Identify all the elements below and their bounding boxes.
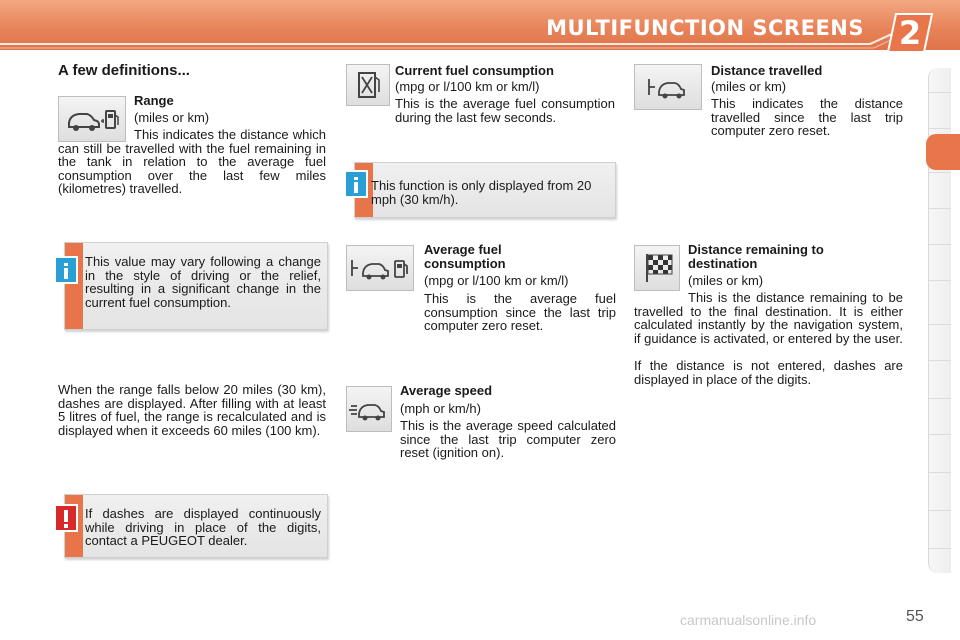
- average-speed-description: This is the average speed calculated since the last trip computer zero reset (ignition on).: [400, 418, 616, 460]
- range-description: This indicates the distance which can still be travelled with the fuel remaining in the tank in relation to the average fuel consumption over the last few miles (kilometres) travelled.: [58, 127, 326, 196]
- distance-remaining-description: This is the distance remaining to be travelled to the final destination. It is either calculated instantly by the navigation system, if guidance is activated, or entered by the user.: [634, 290, 903, 346]
- average-fuel-units: (mpg or l/100 km or km/l): [424, 273, 569, 288]
- trip-car-icon: [634, 64, 702, 110]
- section-title: A few definitions...: [58, 62, 190, 79]
- page-number: 55: [906, 608, 924, 625]
- trip-car-fuel-icon: [346, 245, 414, 291]
- info-note-speed-text: This function is only displayed from 20 mph (30 km/h).: [371, 178, 592, 207]
- average-fuel-heading: Average fuel consumption: [424, 242, 506, 271]
- warning-note-dashes: [64, 494, 328, 558]
- page-title: MULTIFUNCTION SCREENS: [546, 16, 864, 40]
- checkered-flag-icon: [634, 245, 680, 291]
- current-fuel-description: This is the average fuel consumption during the last few seconds.: [395, 96, 615, 125]
- info-note-speed: [354, 162, 616, 218]
- range-heading: Range: [134, 93, 174, 108]
- warning-icon: [54, 504, 80, 534]
- average-speed-heading: Average speed: [400, 383, 493, 398]
- distance-remaining-units: (miles or km): [688, 273, 764, 288]
- chapter-number: 2: [898, 14, 922, 52]
- current-fuel-units: (mpg or l/100 km or km/l): [395, 79, 540, 94]
- info-note-vary: [64, 242, 328, 330]
- warning-note-dashes-text: If dashes are displayed continuously while driving in place of the digits, contact a PEUGEOT dealer.: [85, 506, 321, 548]
- distance-travelled-heading: Distance travelled: [711, 63, 823, 78]
- distance-travelled-description: This indicates the distance travelled since the last trip computer zero reset.: [711, 96, 903, 138]
- watermark: carmanualsonline.info: [680, 612, 817, 628]
- chapter-tab-active[interactable]: [926, 134, 960, 170]
- header-banner: [0, 0, 960, 50]
- distance-remaining-dashes-text: If the distance is not entered, dashes are displayed in place of the digits.: [634, 358, 903, 387]
- info-note-vary-text: This value may vary following a change in the style of driving or the relief, resulting in a significant change in the current fuel consumption.: [85, 254, 321, 310]
- distance-travelled-units: (miles or km): [711, 79, 787, 94]
- car-speed-icon: [346, 386, 392, 432]
- range-low-text: When the range falls below 20 miles (30 km), dashes are displayed. After filling with at least 5 litres of fuel, the range is recalculated and is displayed when it exceeds 60 miles (100 km).: [58, 382, 326, 438]
- distance-remaining-heading: Distance remaining to destination: [688, 242, 824, 271]
- chapter-badge: [886, 12, 934, 54]
- fuel-pump-icon: [346, 64, 390, 106]
- info-icon: [344, 170, 370, 200]
- current-fuel-heading: Current fuel consumption: [395, 63, 554, 78]
- info-icon: [54, 256, 80, 286]
- range-units: (miles or km): [134, 110, 210, 125]
- average-fuel-description: This is the average fuel consumption since the last trip computer zero reset.: [424, 291, 616, 333]
- average-speed-units: (mph or km/h): [400, 401, 481, 416]
